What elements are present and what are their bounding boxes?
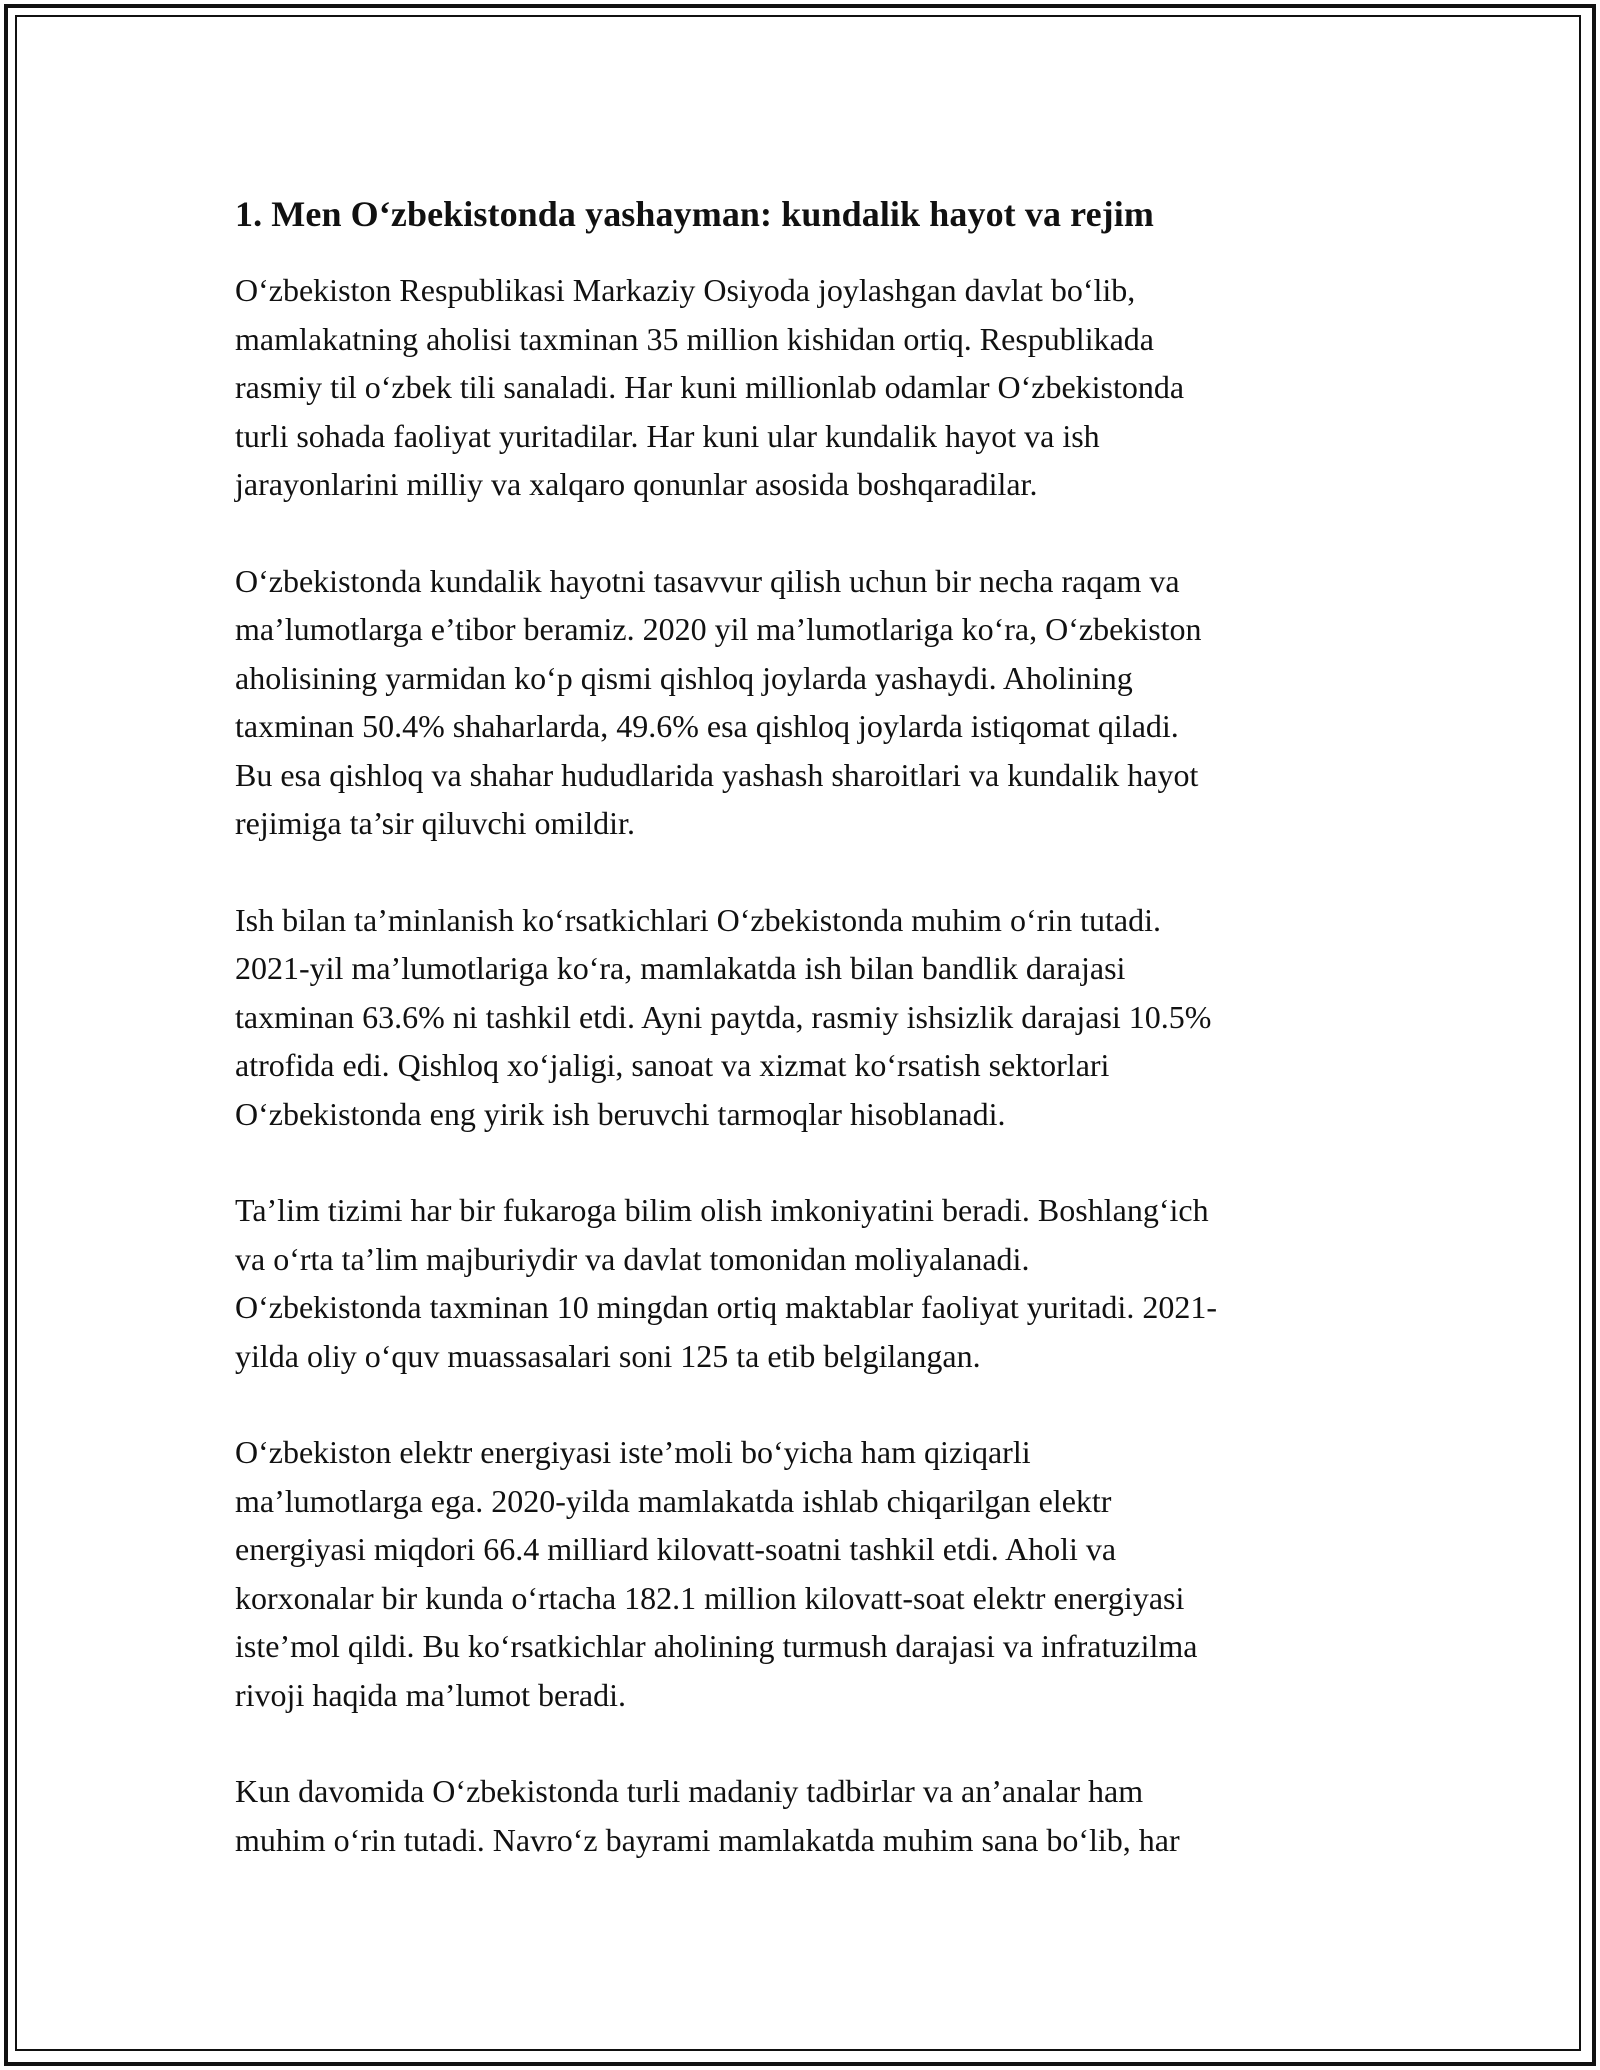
paragraph-line: ma’lumotlarga e’tibor beramiz. 2020 yil ma’lumotlariga ko‘ra, O‘zbekiston [235,611,1202,647]
paragraph-line: Bu esa qishloq va shahar hududlarida yashash sharoitlari va kundalik hayot [235,756,1199,793]
paragraph-line: aholisining yarmidan ko‘p qismi qishloq joylarda yashaydi. Aholining [235,659,1133,696]
paragraph-list [235,266,1375,1864]
paragraph-line: muhim o‘rin tutadi. Navro‘z bayrami mamlakatda muhim sana bo‘lib, har [235,1821,1180,1858]
paragraph-line: energiyasi miqdori 66.4 milliard kilovatt-soatni tashkil etdi. Aholi va [235,1531,1117,1567]
paragraph-line: ma’lumotlarga ega. 2020-yilda mamlakatda ishlab chiqarilgan elektr [235,1482,1112,1519]
paragraph-line: atrofida edi. Qishloq xo‘jaligi, sanoat va xizmat ko‘rsatish sektorlari [235,1047,1110,1083]
paragraph-line: rasmiy til o‘zbek tili sanaladi. Har kuni millionlab odamlar O‘zbekistonda [235,369,1185,405]
paragraph [235,1767,1375,1864]
paragraph-line: Kun davomida O‘zbekistonda turli madaniy tadbirlar va an’analar ham [235,1773,1144,1809]
document-body [235,188,1375,1912]
paragraph-line: turli sohada faoliyat yuritadilar. Har kuni ular kundalik hayot va ish [235,417,1100,454]
paragraph-line: Ta’lim tizimi har bir fukaroga bilim olish imkoniyatini beradi. Boshlang‘ich [235,1192,1209,1228]
paragraph-line: iste’mol qildi. Bu ko‘rsatkichlar aholining turmush darajasi va infratuzilma [235,1628,1198,1664]
paragraph-line: taxminan 63.6% ni tashkil etdi. Ayni paytda, rasmiy ishsizlik darajasi 10.5% [235,998,1212,1035]
paragraph [235,557,1375,848]
paragraph-line: va o‘rta ta’lim majburiydir va davlat tomonidan moliyalanadi. [235,1240,1030,1277]
paragraph-line: mamlakatning aholisi taxminan 35 million kishidan ortiq. Respublikada [235,320,1154,357]
paragraph-line: rejimiga ta’sir qiluvchi omildir. [235,805,635,841]
section-heading: 1. Men O‘zbekistonda yashayman: kundalik hayot va rejim [235,194,1154,234]
paragraph [235,1186,1375,1380]
paragraph-line: rivoji haqida ma’lumot beradi. [235,1676,626,1713]
paragraph [235,896,1375,1139]
paragraph-line: O‘zbekiston elektr energiyasi iste’moli bo‘yicha ham qiziqarli [235,1434,1031,1470]
paragraph [235,1428,1375,1719]
paragraph-line: yilda oliy o‘quv muassasalari soni 125 ta etib belgilangan. [235,1337,981,1374]
paragraph-line: 2021-yil ma’lumotlariga ko‘ra, mamlakatda ish bilan bandlik darajasi [235,950,1126,986]
paragraph-line: Ish bilan ta’minlanish ko‘rsatkichlari O‘zbekistonda muhim o‘rin tutadi. [235,901,1162,938]
paragraph-line: O‘zbekistonda taxminan 10 mingdan ortiq maktablar faoliyat yuritadi. 2021- [235,1289,1217,1325]
paragraph-line: taxminan 50.4% shaharlarda, 49.6% esa qishloq joylarda istiqomat qiladi. [235,708,1179,744]
paragraph-line: korxonalar bir kunda o‘rtacha 182.1 million kilovatt-soat elektr energiyasi [235,1579,1185,1616]
paragraph-line: O‘zbekiston Respublikasi Markaziy Osiyoda joylashgan davlat bo‘lib, [235,272,1136,308]
paragraph-line: O‘zbekistonda eng yirik ish beruvchi tarmoqlar hisoblanadi. [235,1095,1006,1132]
paragraph-line: jarayonlarini milliy va xalqaro qonunlar asosida boshqaradilar. [235,466,1038,502]
paragraph [235,266,1375,509]
paragraph-line: O‘zbekistonda kundalik hayotni tasavvur qilish uchun bir necha raqam va [235,562,1180,599]
